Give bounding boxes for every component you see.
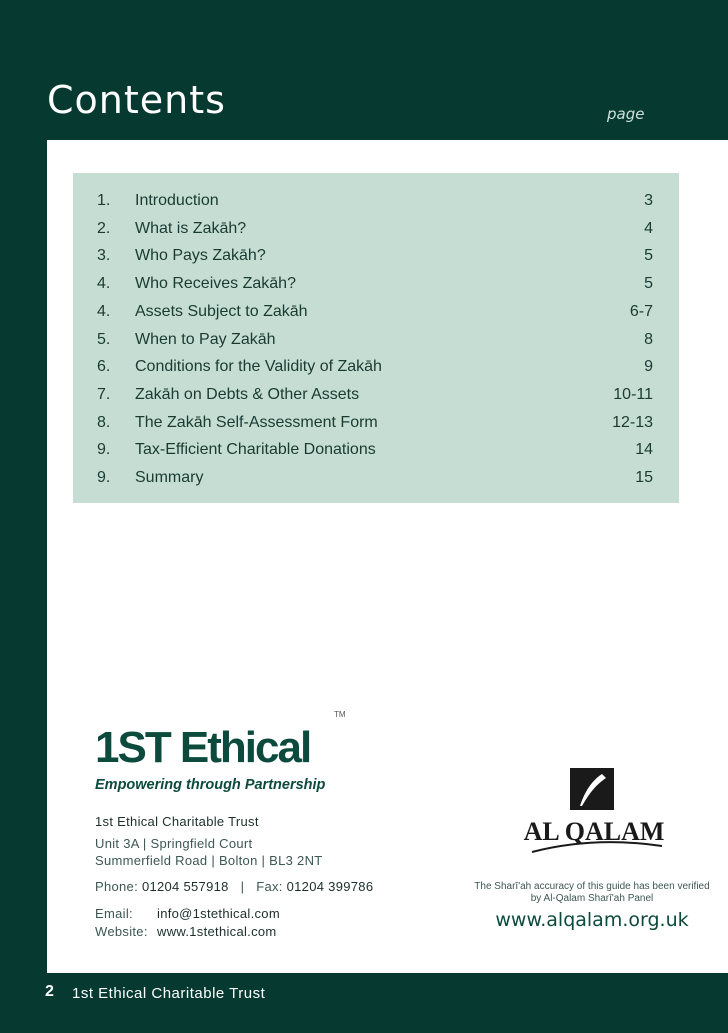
website-label: Website:	[95, 924, 148, 939]
toc-title: Assets Subject to Zakāh	[135, 302, 308, 320]
toc-row[interactable]	[73, 247, 679, 273]
toc-title: Who Receives Zakāh?	[135, 275, 296, 293]
toc-num: 3.	[97, 247, 111, 265]
verification-note	[452, 881, 728, 905]
toc-title: Who Pays Zakāh?	[135, 247, 266, 265]
content-panel	[47, 140, 728, 973]
toc-row[interactable]	[73, 386, 679, 412]
al-qalam-logo	[502, 760, 687, 872]
toc-row[interactable]	[73, 220, 679, 246]
toc-page: 3	[644, 192, 653, 209]
logo-text: 1ST Ethical	[95, 723, 311, 768]
fax-label: Fax:	[256, 879, 283, 894]
separator: |	[240, 879, 245, 894]
website-line	[95, 924, 277, 939]
toc-num: 2.	[97, 219, 111, 237]
toc-num: 1.	[97, 192, 111, 209]
verify-line-1: The Sharī'ah accuracy of this guide has been verified	[474, 881, 710, 892]
fax-number: 01204 399786	[286, 879, 374, 894]
toc-row[interactable]	[73, 441, 679, 467]
address-line-2: Summerfield Road | Bolton | BL3 2NT	[95, 853, 323, 868]
toc-title: What is Zakāh?	[135, 219, 247, 237]
toc-page: 15	[635, 469, 653, 486]
toc-page: 5	[644, 247, 653, 265]
toc-page: 6-7	[629, 302, 653, 320]
email-label: Email:	[95, 906, 133, 921]
al-qalam-website-link[interactable]: www.alqalam.org.uk	[495, 909, 689, 931]
phone-label: Phone:	[95, 879, 139, 894]
website-link[interactable]: www.1stethical.com	[157, 924, 277, 939]
toc-num: 6.	[97, 358, 111, 376]
address-line-1: Unit 3A | Springfield Court	[95, 836, 253, 851]
verify-line-2: by Al-Qalam Sharī'ah Panel	[530, 893, 654, 904]
toc-num: 9.	[97, 469, 111, 486]
toc-page: 5	[644, 275, 653, 293]
toc-row[interactable]	[73, 303, 679, 329]
phone-fax-line	[95, 879, 373, 894]
email-link[interactable]: info@1stethical.com	[157, 906, 280, 921]
email-line	[95, 906, 280, 921]
toc-row[interactable]	[73, 331, 679, 357]
toc-num: 9.	[97, 441, 111, 459]
toc-page: 10-11	[613, 385, 653, 403]
toc-num: 8.	[97, 413, 111, 431]
toc-num: 4.	[97, 275, 111, 293]
toc-row[interactable]	[73, 275, 679, 301]
page-column-label: page	[607, 105, 645, 123]
toc-row[interactable]	[73, 192, 679, 218]
toc-num: 5.	[97, 330, 111, 348]
org-name: 1st Ethical Charitable Trust	[95, 814, 259, 829]
toc-title: Tax-Efficient Charitable Donations	[135, 441, 376, 459]
toc-title: The Zakāh Self-Assessment Form	[135, 413, 378, 431]
toc-page: 4	[644, 219, 653, 237]
tagline: Empowering through Partnership	[95, 777, 326, 793]
phone-number[interactable]: 01204 557918	[141, 879, 229, 894]
toc-row[interactable]	[73, 469, 679, 495]
footer-text: 1st Ethical Charitable Trust	[72, 985, 266, 1002]
toc-title: Zakāh on Debts & Other Assets	[135, 385, 360, 403]
toc-row[interactable]	[73, 414, 679, 440]
toc-num: 4.	[97, 302, 111, 320]
al-qalam-wordmark: AL QALAM	[523, 817, 665, 846]
toc-num: 7.	[97, 385, 111, 403]
toc-title: Conditions for the Validity of Zakāh	[135, 358, 382, 376]
toc-title: When to Pay Zakāh	[135, 330, 276, 348]
toc-page: 12-13	[612, 413, 653, 431]
toc-page: 9	[644, 358, 653, 376]
toc-row[interactable]	[73, 358, 679, 384]
page-title: Contents	[47, 78, 226, 122]
toc-title: Introduction	[135, 192, 219, 209]
page-number: 2	[45, 983, 54, 1000]
toc-title: Summary	[135, 469, 204, 486]
1st-ethical-logo	[95, 720, 345, 768]
trademark-mark: TM	[334, 710, 346, 719]
table-of-contents	[73, 173, 679, 503]
toc-page: 14	[635, 441, 653, 459]
toc-page: 8	[644, 330, 653, 348]
